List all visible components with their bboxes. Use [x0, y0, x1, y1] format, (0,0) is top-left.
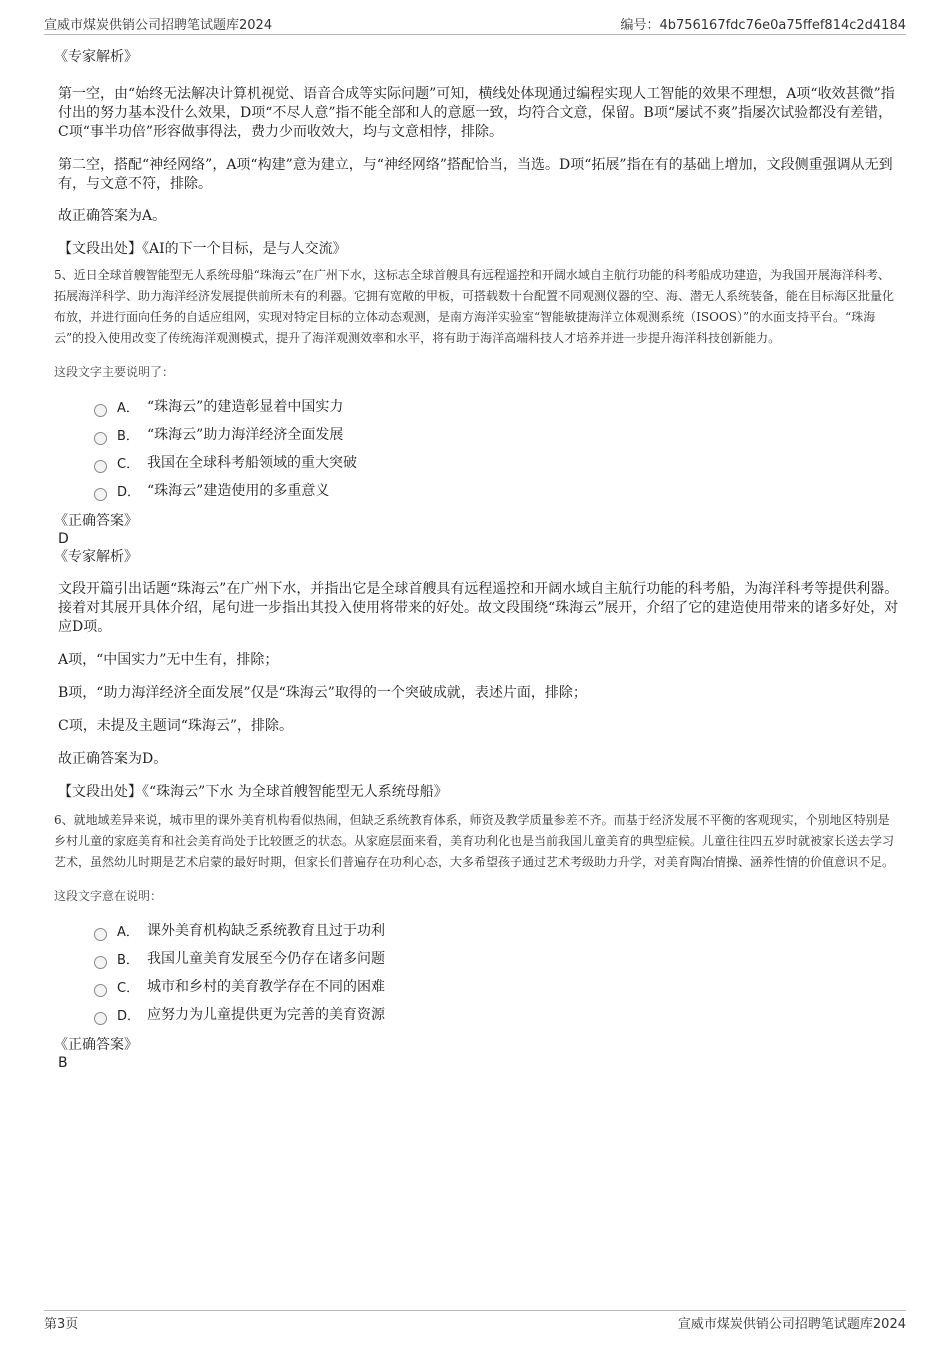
- radio-icon[interactable]: [94, 404, 107, 417]
- answer-label: 《正确答案》: [54, 513, 138, 529]
- question-6-text: 6、就地域差异来说，城市里的课外美育机构看似热闹，但缺乏系统教育体系，师资及教学质量参差不齐。而基于经济发展不平衡的客观现实，个别地区特别是乡村儿童的家庭美育和社会美育尚处于比较匮乏的状态。从家庭层面来看，美育功利化也是当前我国儿童美育的典型症候。儿童往往四五岁时就被家长送去学习艺术，虽然幼儿时期是艺术启蒙的最好时期，但家长们普遍存在功利心态，大多希望孩子通过艺术考级助力升学，对美育陶冶情操、涵养性情的价值意识不足。: [54, 813, 895, 869]
- question-5-prompt: 这段文字主要说明了：: [54, 365, 175, 379]
- radio-icon[interactable]: [94, 984, 107, 997]
- footer-title: 宣威市煤炭供销公司招聘笔试题库2024: [677, 1316, 906, 1332]
- analysis-label: 《专家解析》: [54, 549, 138, 565]
- question-5-text: 5、近日全球首艘智能型无人系统母船“珠海云”在广州下水，这标志全球首艘具有远程遥控和开阔水域自主航行功能的科考船成功建造，为我国开展海洋科考、拓展海洋科学、助力海洋经济发展提供前所未有的利器。它拥有宽敞的甲板，可搭载数十台配置不同观测仪器的空、海、潜无人系统装备，能在目标海区批量化布放，并进行面向任务的自适应组网，实现对特定目标的立体动态观测，是南方海洋实验室“智能敏捷海洋立体观测系统（ISOOS）”的水面支持平台。“珠海云”的投入使用改变了传统海洋观测模式，提升了海洋观测效率和水平，将有助于海洋高端科技人才培养并进一步提升海洋科技创新能力。: [54, 268, 895, 345]
- option-text: 城市和乡村的美育教学存在不同的困难: [147, 979, 385, 995]
- option-text: “珠海云”助力海洋经济全面发展: [147, 427, 344, 443]
- option-b[interactable]: [94, 420, 899, 448]
- option-letter: D．: [117, 1008, 141, 1024]
- analysis-paragraph: C项，未提及主题词“珠海云”，排除。: [58, 718, 294, 734]
- option-text: “珠海云”建造使用的多重意义: [147, 483, 330, 499]
- option-letter: B．: [117, 952, 139, 968]
- option-letter: A．: [117, 924, 139, 940]
- option-letter: B．: [117, 428, 139, 444]
- option-a[interactable]: [94, 392, 899, 420]
- option-text: 课外美育机构缺乏系统教育且过于功利: [147, 923, 385, 939]
- option-a[interactable]: [94, 916, 899, 944]
- option-text: 应努力为儿童提供更为完善的美育资源: [147, 1007, 385, 1023]
- option-text: “珠海云”的建造彰显着中国实力: [147, 399, 344, 415]
- option-text: 我国儿童美育发展至今仍存在诸多问题: [147, 951, 385, 967]
- radio-icon[interactable]: [94, 432, 107, 445]
- header-title: 宣威市煤炭供销公司招聘笔试题库2024: [44, 17, 273, 33]
- analysis-conclusion: 故正确答案为D。: [58, 751, 168, 767]
- page-number: 第3页: [44, 1316, 79, 1332]
- option-letter: C．: [117, 456, 140, 472]
- analysis-paragraph: A项，“中国实力”无中生有，排除；: [58, 652, 279, 668]
- question-6-prompt: 这段文字意在说明：: [54, 889, 163, 903]
- option-d[interactable]: [94, 476, 899, 504]
- question-5-options: [54, 392, 899, 504]
- radio-icon[interactable]: [94, 1012, 107, 1025]
- analysis-paragraph: 第一空，由“始终无法解决计算机视觉、语音合成等实际问题”可知，横线处体现通过编程实现人工智能的效果不理想，A项“收效甚微”指付出的努力基本没什么效果，D项“不尽人意”指不能全部和人的意愿一致，均符合文意，保留。B项“屡试不爽”指屡次试验都没有差错，C项“事半功倍”形容做事得法，费力少而收效大，均与文意相悖，排除。: [58, 86, 895, 140]
- source-citation: 【文段出处】《AI的下一个目标，是与人交流》: [58, 241, 347, 257]
- option-d[interactable]: [94, 1000, 899, 1028]
- analysis-label: 《专家解析》: [54, 49, 138, 65]
- page-header: [44, 12, 906, 35]
- analysis-conclusion: 故正确答案为A。: [58, 208, 167, 224]
- radio-icon[interactable]: [94, 956, 107, 969]
- answer-label: 《正确答案》: [54, 1037, 138, 1053]
- option-letter: A．: [117, 400, 139, 416]
- analysis-paragraph: B项，“助力海洋经济全面发展”仅是“珠海云”取得的一个突破成就，表述片面，排除；: [58, 685, 587, 701]
- option-c[interactable]: [94, 448, 899, 476]
- option-c[interactable]: [94, 972, 899, 1000]
- header-doc-id: 编号：4b756167fdc76e0a75ffef814c2d4184: [620, 17, 906, 33]
- option-letter: C．: [117, 980, 140, 996]
- radio-icon[interactable]: [94, 460, 107, 473]
- option-b[interactable]: [94, 944, 899, 972]
- page-content: [54, 44, 899, 1072]
- analysis-paragraph: 文段开篇引出话题“珠海云”在广州下水，并指出它是全球首艘具有远程遥控和开阔水域自主航行功能的科考船，为海洋科考等提供利器。接着对其展开具体介绍，尾句进一步指出其投入使用将带来的好处。故文段围绕“珠海云”展开，介绍了它的建造使用带来的诸多好处，对应D项。: [58, 581, 899, 635]
- radio-icon[interactable]: [94, 488, 107, 501]
- option-text: 我国在全球科考船领域的重大突破: [147, 455, 357, 471]
- radio-icon[interactable]: [94, 928, 107, 941]
- page-footer: [44, 1310, 906, 1333]
- question-6-options: [54, 916, 899, 1028]
- analysis-paragraph: 第二空，搭配“神经网络”，A项“构建”意为建立，与“神经网络”搭配恰当，当选。D项“拓展”指在有的基础上增加，文段侧重强调从无到有，与文意不符，排除。: [58, 157, 893, 192]
- answer-value: D: [58, 531, 69, 547]
- option-letter: D．: [117, 484, 141, 500]
- source-citation: 【文段出处】《“珠海云”下水 为全球首艘智能型无人系统母船》: [58, 784, 448, 800]
- answer-value: B: [58, 1055, 68, 1071]
